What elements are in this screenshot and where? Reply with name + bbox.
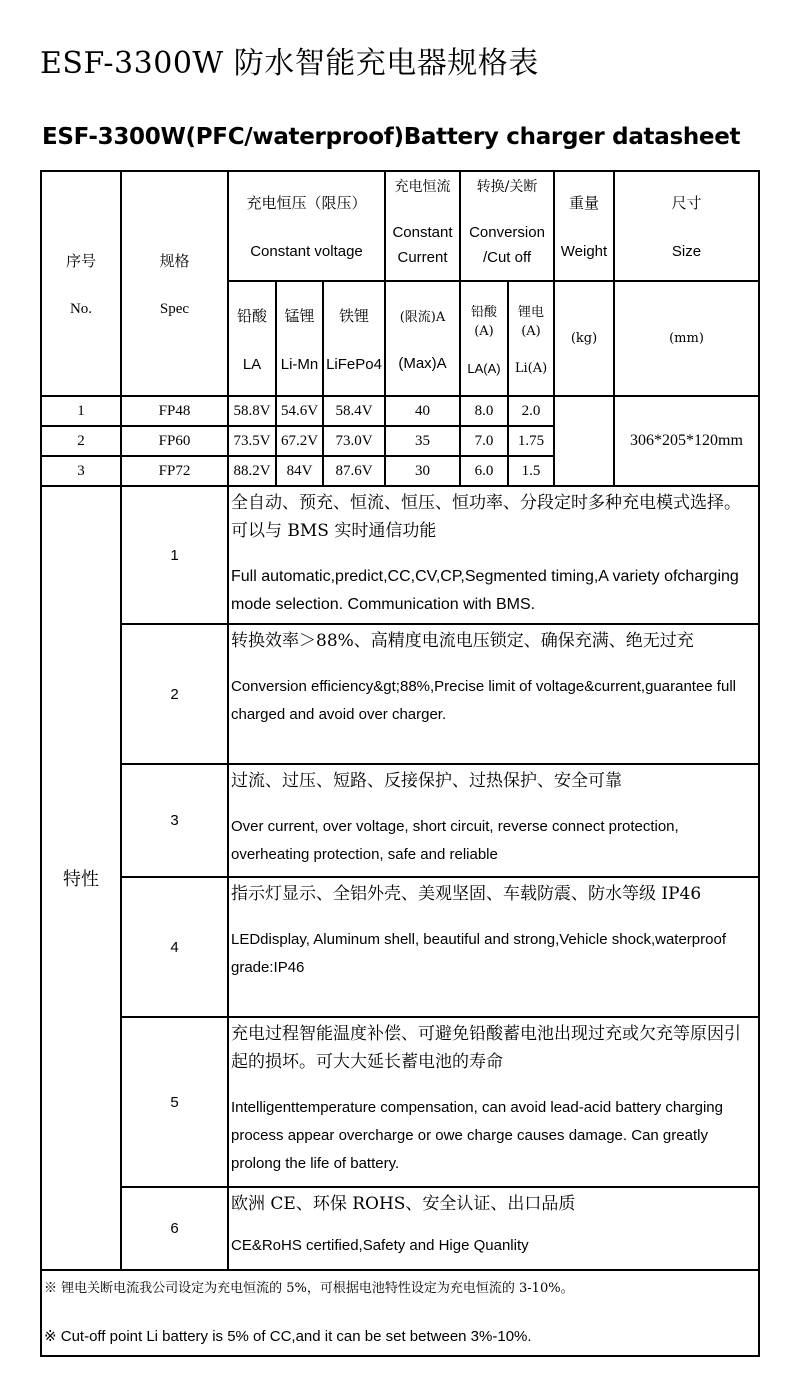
feature-text [228,1187,759,1270]
header-constant-current [385,171,460,281]
row-la: 58.8V [228,396,276,426]
feature-row [41,764,759,877]
feature-cn: 全自动、预充、恒流、恒压、恒功率、分段定时多种充电模式选择。可以与 BMS 实时通信功能 [231,493,741,541]
header-cut-la-unit: (A) [474,324,494,339]
header-cv-cn: 充电恒压（限压） [246,194,367,212]
row-no: 2 [41,426,121,456]
header-cut-la-cn: 铅酸 [470,305,497,320]
header-weight-en: Weight [560,243,608,260]
spec-table [40,170,760,1357]
header-la-cn: 铅酸 [236,306,267,325]
header-spec-en: Spec [159,300,190,317]
header-cutoff-en1: Conversion [469,224,545,241]
feature-row [41,877,759,1017]
feature-en: Over current, over voltage, short circuit, reverse connect protection, overheating protection, safe and reliable [231,818,679,863]
header-limn-cn: 锰锂 [284,306,315,325]
header-weight [554,171,614,281]
page-title-en: ESF-3300W(PFC/waterproof)Battery charger datasheet [42,124,741,150]
row-limn: 67.2V [276,426,323,456]
feature-no: 3 [121,764,228,877]
note-en: ※ Cut-off point Li battery is 5% of CC,and it can be set between 3%-10%. [44,1328,532,1345]
feature-cn: 指示灯显示、全铝外壳、美观坚固、车载防震、防水等级 IP46 [231,884,702,904]
row-cut-li: 1.5 [508,456,554,486]
row-cc: 30 [385,456,460,486]
page-title-cn: ESF-3300W 防水智能充电器规格表 [40,46,539,81]
feature-no: 6 [121,1187,228,1270]
row-no: 1 [41,396,121,426]
weight-unit: (kg) [570,331,598,346]
note-row [41,1270,759,1356]
row-lifepo: 58.4V [323,396,385,426]
header-cc-en1: Constant [392,224,453,241]
row-cut-la: 6.0 [460,456,508,486]
row-lifepo: 73.0V [323,426,385,456]
header-max-en: (Max)A [398,354,447,372]
feature-cn: 转换效率＞88%、高精度电流电压锁定、确保充满、绝无过充 [231,631,694,651]
feature-row [41,624,759,764]
header-size-en: Size [671,243,702,260]
header-no [41,171,121,396]
table-row [41,396,759,426]
feature-no: 5 [121,1017,228,1187]
header-size-unit [614,281,759,396]
feature-text [228,624,759,764]
header-limn [276,281,323,396]
row-cut-li: 2.0 [508,396,554,426]
row-cut-la: 7.0 [460,426,508,456]
note-cn: ※ 锂电关断电流我公司设定为充电恒流的 5%，可根据电池特性设定为充电恒流的 3-10%。 [44,1281,574,1296]
row-la: 88.2V [228,456,276,486]
row-spec: FP60 [121,426,228,456]
feature-row [41,1187,759,1270]
header-cc-en2: Current [397,249,448,266]
row-cut-la: 8.0 [460,396,508,426]
header-cutoff-en2: /Cut off [482,249,532,266]
feature-cn: 过流、过压、短路、反接保护、过热保护、安全可靠 [231,771,622,791]
header-cutoff-cn: 转换/关断 [476,179,538,195]
row-lifepo: 87.6V [323,456,385,486]
row-cc: 40 [385,396,460,426]
header-limn-en: Li-Mn [280,355,319,373]
row-cut-li: 1.75 [508,426,554,456]
header-spec-cn: 规格 [159,251,190,270]
header-lifepo-cn: 铁锂 [338,306,369,325]
header-weight-cn: 重量 [568,194,599,212]
feature-cn: 欧洲 CE、环保 ROHS、安全认证、出口品质 [231,1194,576,1214]
header-cc-cn: 充电恒流 [394,179,451,195]
feature-row [41,1017,759,1187]
header-lifepo-en: LiFePo4 [326,355,382,373]
header-cut-la [460,281,508,396]
size-unit: (mm) [669,331,704,346]
header-lifepo [323,281,385,396]
feature-text [228,1017,759,1187]
header-cut-li [508,281,554,396]
row-cc: 35 [385,426,460,456]
header-cut-li-cn: 锂电 [517,305,544,320]
feature-text [228,486,759,624]
header-la-en: LA [242,355,262,373]
feature-en: Intelligenttemperature compensation, can avoid lead-acid battery charging process appear overcharge or owe charge causes damage. Can greatly prolong the life of battery. [231,1099,723,1172]
header-constant-voltage [228,171,385,281]
row-spec: FP72 [121,456,228,486]
header-cutoff [460,171,554,281]
feature-text [228,764,759,877]
row-no: 3 [41,456,121,486]
header-cut-li-en: Li(A) [514,361,548,376]
header-la [228,281,276,396]
row-la: 73.5V [228,426,276,456]
header-no-cn: 序号 [65,251,96,270]
header-max-cn: (限流)A [399,309,446,325]
header-cut-la-en: LA(A) [467,361,501,376]
feature-no: 1 [121,486,228,624]
header-cv-en: Constant voltage [250,243,363,260]
feature-cn: 充电过程智能温度补偿、可避免铅酸蓄电池出现过充或欠充等原因引起的损坏。可大大延长蓄电池的寿命 [231,1024,741,1072]
feature-en: CE&RoHS certified,Safety and Hige Quanlity [231,1237,529,1254]
header-spec [121,171,228,396]
header-no-en: No. [69,300,93,317]
row-limn: 84V [276,456,323,486]
feature-text [228,877,759,1017]
feature-en: Conversion efficiency&gt;88%,Precise limit of voltage&current,guarantee full charged and avoid over charger. [231,678,736,723]
size-value: 306*205*120mm [614,396,759,486]
feature-row [41,486,759,624]
header-size-cn: 尺寸 [671,194,702,212]
header-weight-unit [554,281,614,396]
header-size [614,171,759,281]
features-label: 特性 [41,486,121,1270]
note-cell [41,1270,759,1356]
feature-no: 2 [121,624,228,764]
feature-en: LEDdisplay, Aluminum shell, beautiful and strong,Vehicle shock,waterproof grade:IP46 [231,931,726,976]
feature-en: Full automatic,predict,CC,CV,CP,Segmented timing,A variety ofcharging mode selection. Communication with BMS. [231,568,739,613]
header-max [385,281,460,396]
row-spec: FP48 [121,396,228,426]
feature-no: 4 [121,877,228,1017]
weight-value [554,396,614,486]
row-limn: 54.6V [276,396,323,426]
header-cut-li-unit: (A) [521,324,541,339]
